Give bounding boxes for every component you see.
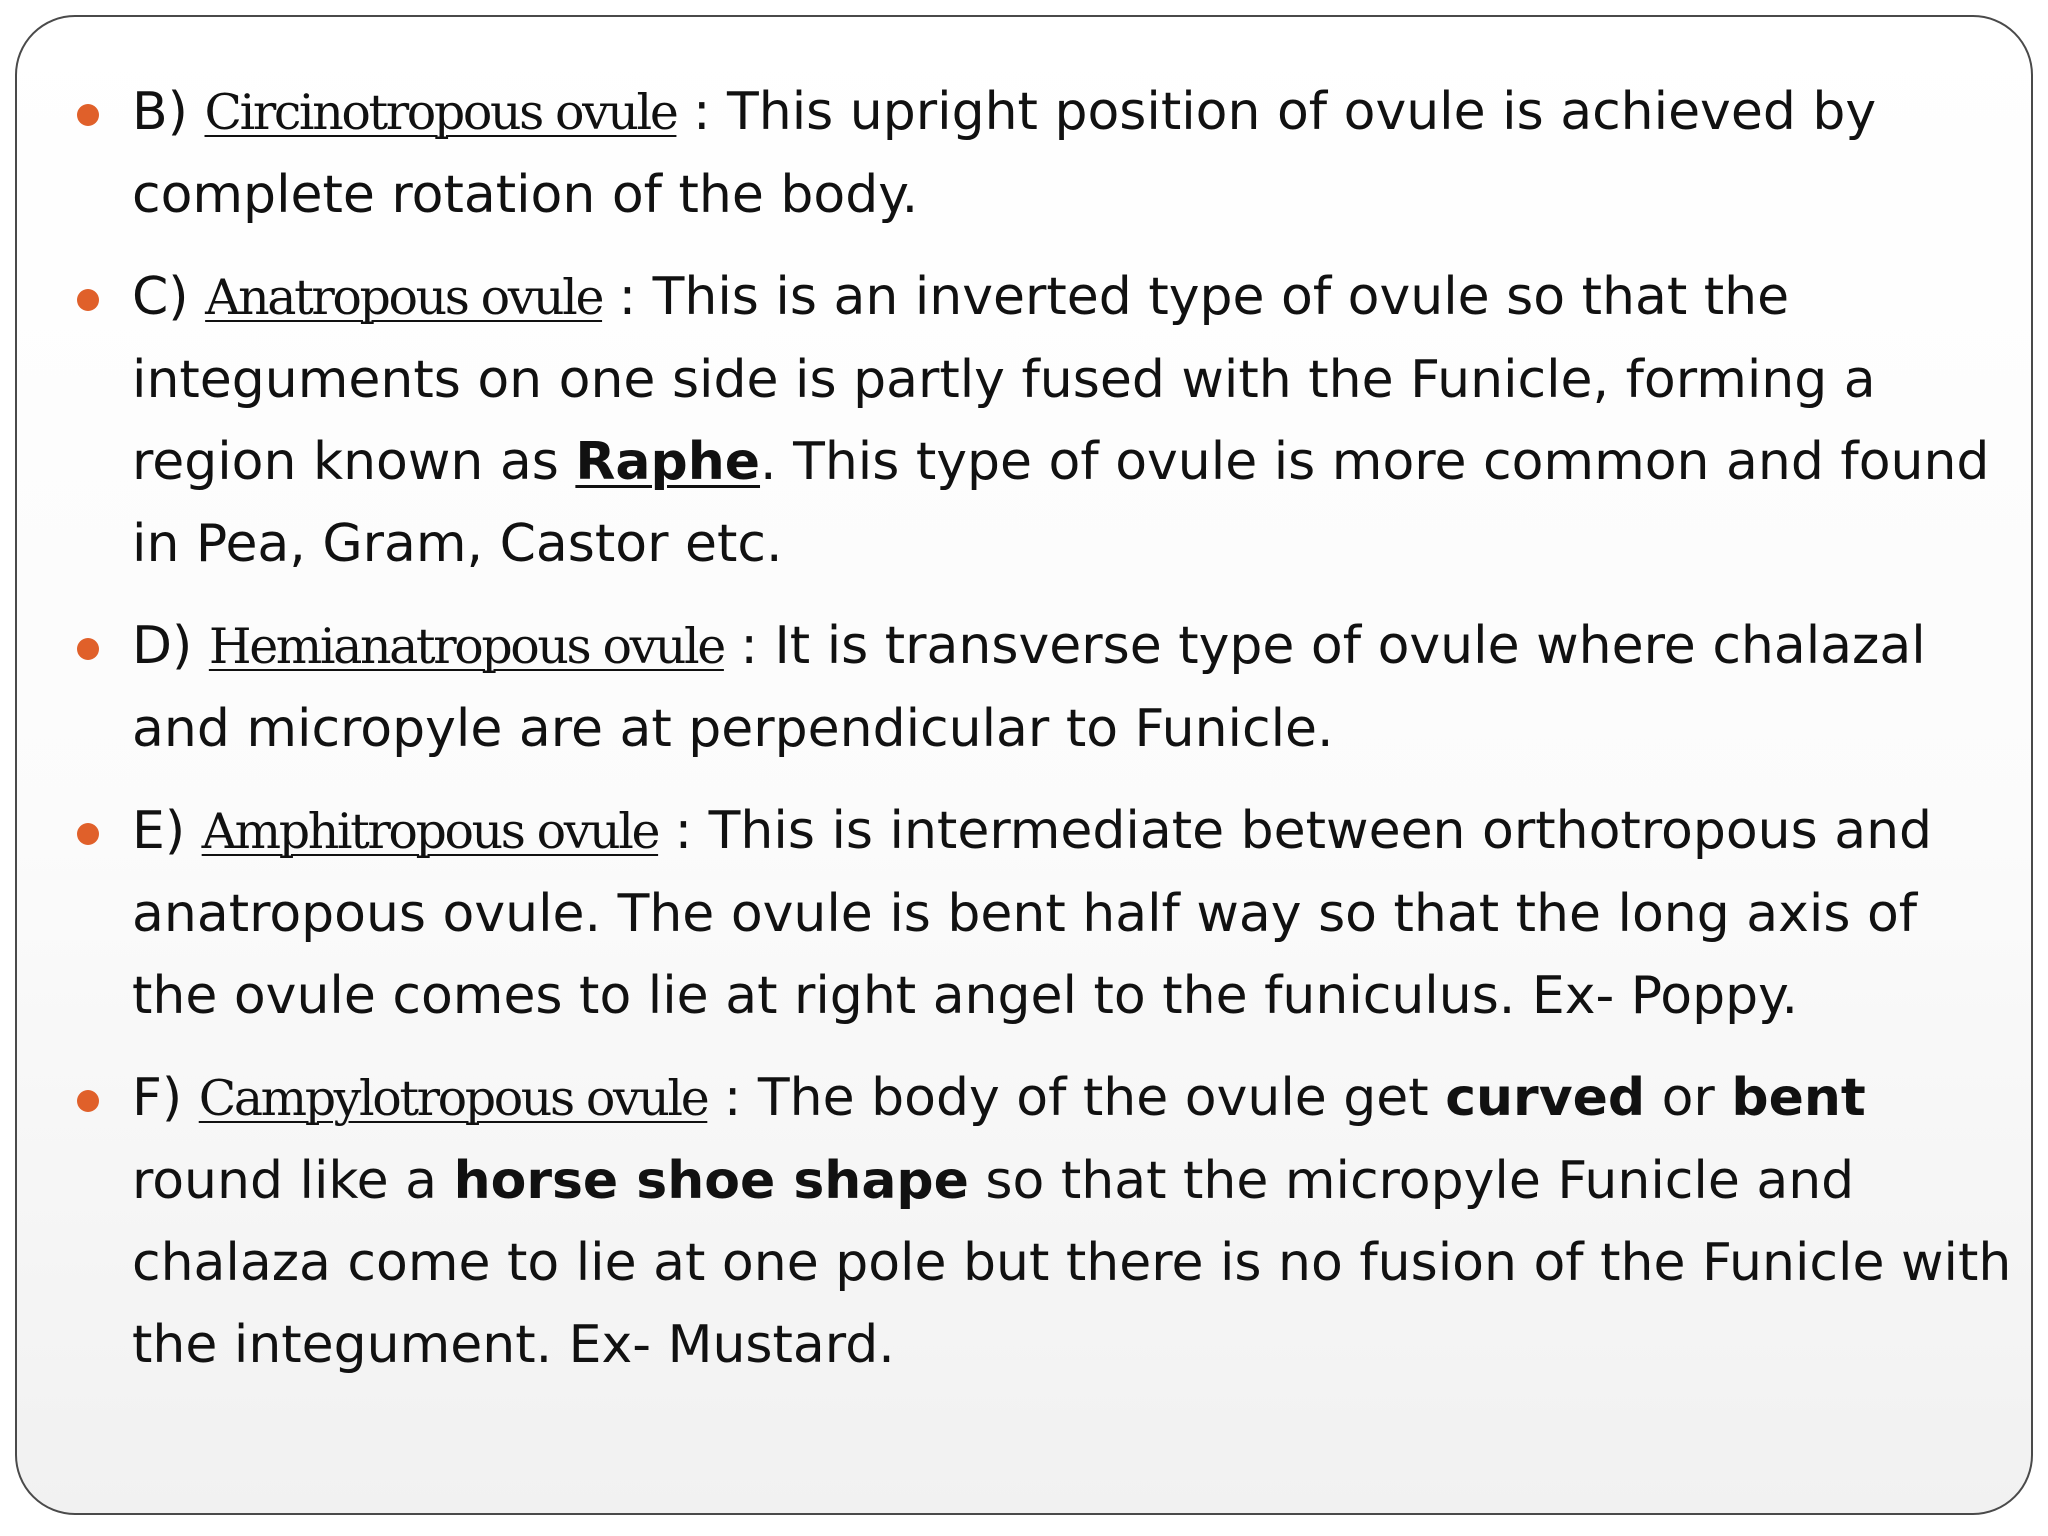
- term-anatropous: Anatropous ovule: [205, 269, 603, 326]
- term-circinotropous: Circinotropous ovule: [204, 84, 677, 141]
- item-description: so that the micropyle Funicle and chalaza come to lie at one pole but there is no fusion of the Funicle with the integument. Ex- Mustard.: [132, 1151, 2012, 1375]
- bullet-dot-icon: [77, 104, 99, 126]
- bullet-dot-icon: [77, 638, 99, 660]
- item-prefix: B): [132, 82, 205, 142]
- item-description: or: [1645, 1068, 1732, 1128]
- term-amphitropous: Amphitropous ovule: [201, 803, 659, 860]
- bullet-dot-icon: [77, 1090, 99, 1112]
- item-description: . This type of ovule is more common and found in Pea, Gram, Castor etc.: [132, 432, 1990, 574]
- item-prefix: C): [132, 267, 206, 327]
- item-description: : This upright position of ovule is achieved by complete rotation of the body.: [132, 82, 1877, 225]
- bullet-item-campylotropous: [77, 1057, 2017, 1386]
- slide-frame: [15, 15, 2033, 1515]
- item-description: : This is an inverted type of ovule so that the integuments on one side is partly fused with the Funicle, forming a region known as: [132, 267, 1876, 492]
- item-prefix: D): [132, 616, 209, 676]
- term-hemianatropous: Hemianatropous ovule: [208, 618, 724, 675]
- emphasis-raphe: Raphe: [575, 432, 761, 492]
- bullet-item-circinotropous: [77, 71, 2017, 236]
- item-description: : This is intermediate between orthotropous and anatropous ovule. The ovule is bent half way so that the long axis of the ovule comes to lie at right angel to the funiculus. Ex- Poppy.: [132, 801, 1933, 1026]
- emphasis-horse-shoe-shape: horse shoe shape: [453, 1151, 969, 1211]
- bullet-list: [77, 71, 2017, 1406]
- item-prefix: E): [132, 801, 202, 861]
- bullet-item-anatropous: [77, 256, 2017, 585]
- bullet-item-hemianatropous: [77, 605, 2017, 770]
- emphasis-curved: curved: [1445, 1068, 1646, 1128]
- bullet-dot-icon: [77, 289, 99, 311]
- bullet-item-amphitropous: [77, 790, 2017, 1037]
- bullet-dot-icon: [77, 823, 99, 845]
- item-description: round like a: [132, 1151, 454, 1211]
- item-prefix: F): [132, 1068, 199, 1128]
- item-description: : The body of the ovule get: [707, 1068, 1446, 1128]
- term-campylotropous: Campylotropous ovule: [198, 1070, 708, 1127]
- item-description: : It is transverse type of ovule where chalazal and micropyle are at perpendicular to Funicle.: [132, 616, 1926, 759]
- emphasis-bent: bent: [1731, 1068, 1866, 1128]
